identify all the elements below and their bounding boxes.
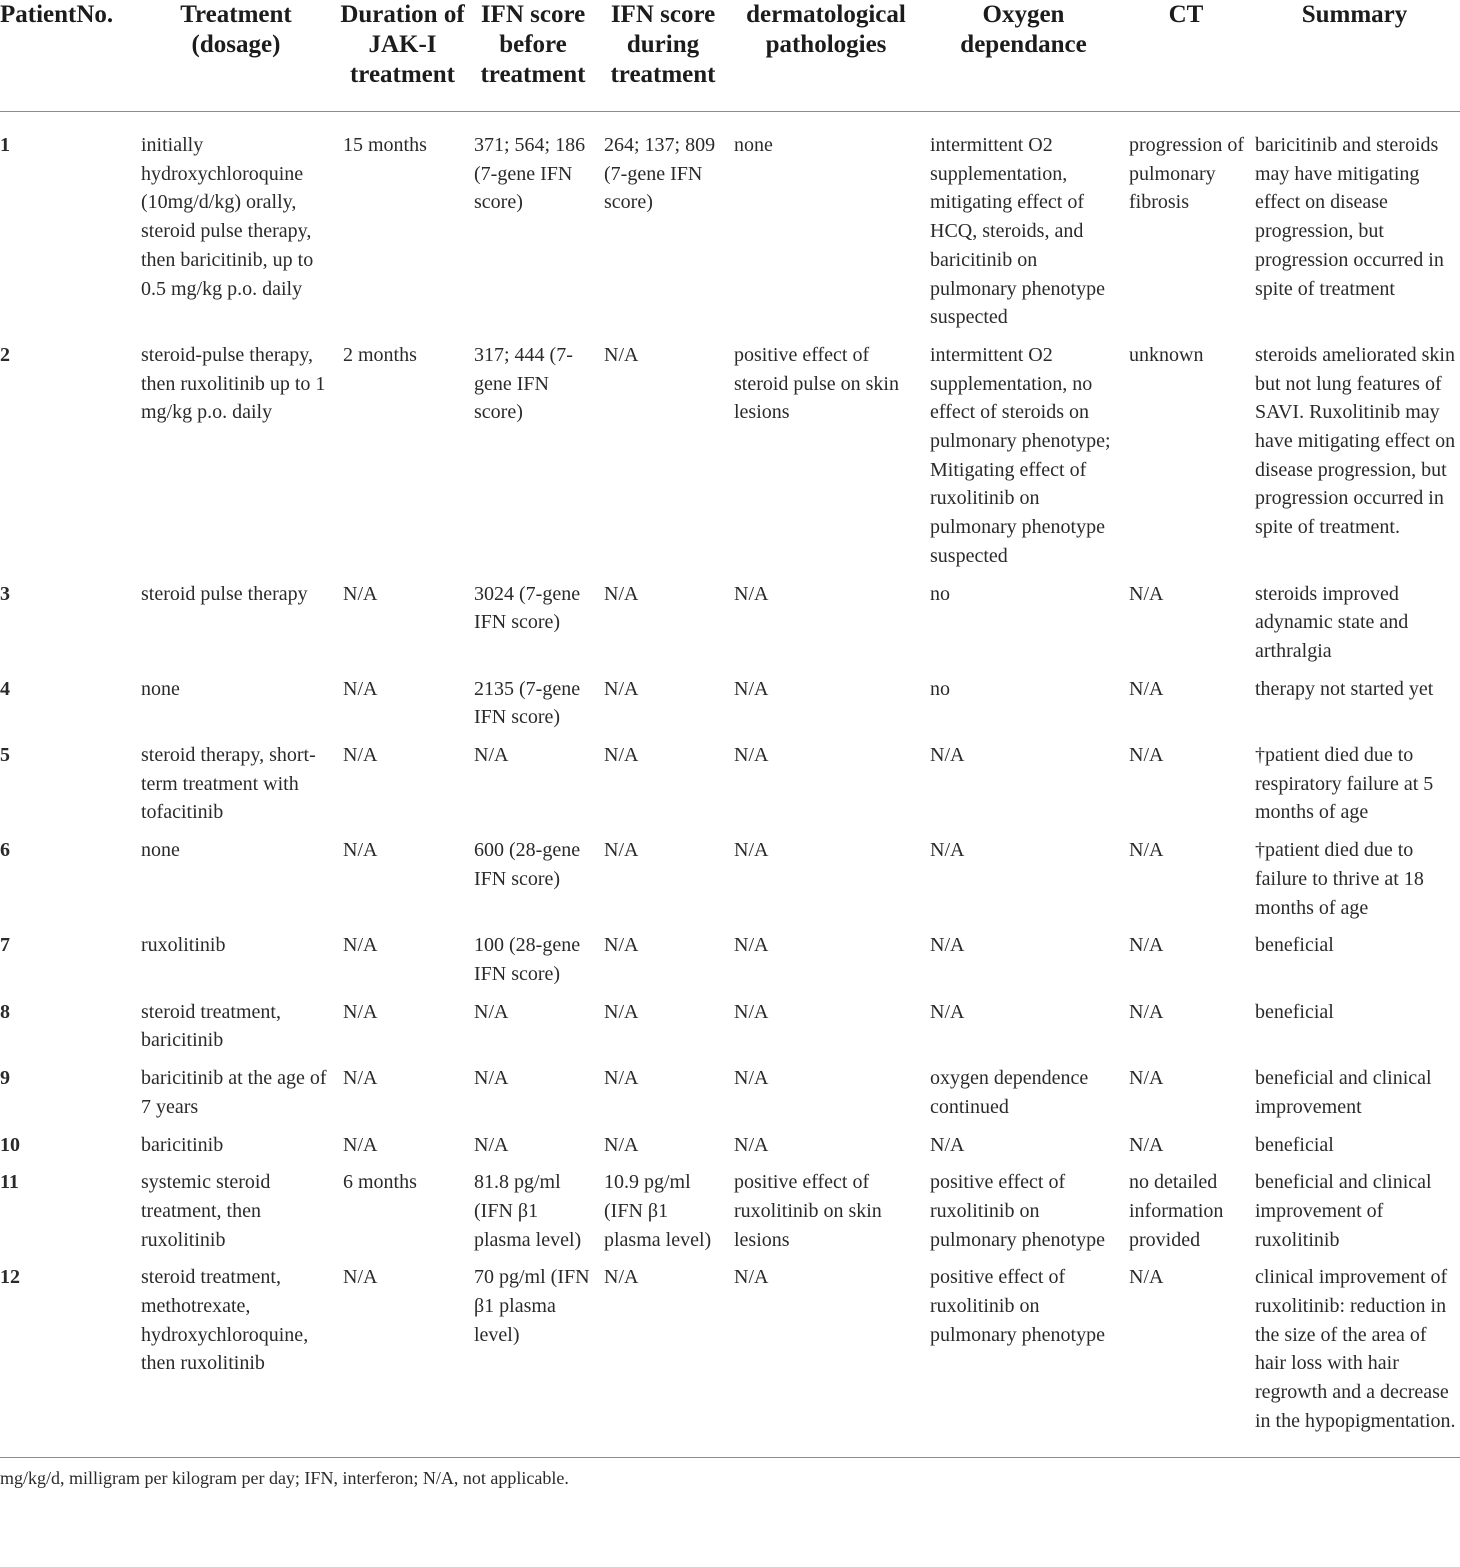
cell-summary: beneficial [1255, 1000, 1334, 1023]
cell-dermatological: none [734, 134, 773, 156]
cell-patient-no: 7 [0, 934, 10, 957]
cell-dermatological: positive effect of steroid pulse on skin lesions [734, 343, 899, 424]
cell-patient-no: 8 [0, 1000, 10, 1023]
cell-treatment: steroid pulse therapy [141, 582, 308, 605]
header-patient-no: PatientNo. [0, 0, 135, 112]
table-row [0, 1064, 1460, 1130]
header-dermatological: dermatological pathologies [728, 0, 924, 112]
header-row [0, 0, 1460, 112]
cell-duration: N/A [343, 934, 378, 957]
cell-ifn-during: N/A [604, 677, 639, 700]
cell-dermatological: N/A [734, 744, 769, 767]
cell-ifn-before: N/A [474, 1133, 509, 1156]
cell-dermatological: positive effect of ruxolitinib on skin lesions [734, 1171, 882, 1251]
cell-patient-no: 2 [0, 343, 10, 366]
cell-treatment: systemic steroid treatment, then ruxolitinib [141, 1171, 271, 1251]
cell-ct: N/A [1129, 744, 1164, 767]
cell-ct: N/A [1129, 1000, 1164, 1023]
cell-summary: steroids improved adynamic state and arthralgia [1255, 582, 1409, 662]
cell-summary: steroids ameliorated skin but not lung features of SAVI. Ruxolitinib may have mitigating effect on disease progression, but progression occurred in spite of treatment. [1255, 343, 1456, 539]
cell-dermatological: N/A [734, 677, 769, 700]
header-duration: Duration of JAK-I treatment [337, 0, 468, 112]
cell-oxygen: no [930, 677, 950, 700]
cell-patient-no: 11 [0, 1171, 19, 1194]
cell-oxygen: N/A [930, 839, 965, 862]
cell-duration: N/A [343, 1000, 378, 1023]
cell-treatment: steroid-pulse therapy, then ruxolitinib up to 1 mg/kg p.o. daily [141, 343, 326, 424]
cell-patient-no: 4 [0, 677, 10, 700]
cell-summary: †patient died due to failure to thrive at 18 months of age [1255, 839, 1424, 919]
header-ifn-during: IFN score during treatment [598, 0, 728, 112]
cell-duration: 15 months [343, 134, 427, 156]
cell-oxygen: positive effect of ruxolitinib on pulmonary phenotype [930, 1171, 1105, 1251]
cell-ifn-during: N/A [604, 1000, 639, 1023]
cell-summary: clinical improvement of ruxolitinib: reduction in the size of the area of hair loss with hair regrowth and a decrease in the hypopigmentation. [1249, 1263, 1460, 1457]
cell-ifn-during: N/A [604, 343, 639, 366]
cell-duration: N/A [343, 744, 378, 767]
table-row [0, 675, 1460, 741]
cell-ct: no detailed information provided [1129, 1171, 1224, 1251]
cell-ifn-during: N/A [604, 839, 639, 862]
cell-oxygen: no [930, 582, 950, 605]
cell-treatment: baricitinib at the age of 7 years [141, 1067, 327, 1118]
cell-duration: N/A [343, 1133, 378, 1156]
cell-dermatological: N/A [734, 1067, 769, 1090]
cell-ifn-during: N/A [598, 1263, 728, 1457]
cell-ifn-during: N/A [604, 1133, 639, 1156]
table-row [0, 836, 1460, 931]
cell-oxygen: N/A [930, 744, 965, 767]
cell-treatment: initially hydroxychloroquine (10mg/d/kg) orally, steroid pulse therapy, then baricitinib, up to 0.5 mg/kg p.o. daily [141, 134, 314, 300]
cell-treatment: steroid therapy, short-term treatment with tofacitinib [141, 744, 316, 824]
cell-treatment: steroid treatment, baricitinib [141, 1000, 281, 1052]
cell-ifn-during: N/A [604, 1067, 639, 1090]
cell-ifn-during: 264; 137; 809 (7-gene IFN score) [604, 134, 716, 214]
cell-oxygen: N/A [930, 1133, 965, 1156]
cell-summary: beneficial and clinical improvement of ruxolitinib [1255, 1171, 1432, 1251]
table-row [0, 112, 1460, 341]
cell-duration: N/A [337, 1263, 468, 1457]
cell-dermatological: N/A [734, 1133, 769, 1156]
cell-oxygen: N/A [930, 1000, 965, 1023]
cell-oxygen: intermittent O2 supplementation, no effect of steroids on pulmonary phenotype; Mitigating effect of ruxolitinib on pulmonary phenotype suspected [930, 343, 1111, 567]
cell-ifn-during: 10.9 pg/ml (IFN β1 plasma level) [604, 1171, 712, 1251]
header-ct: CT [1123, 0, 1249, 112]
cell-patient-no: 12 [0, 1263, 135, 1457]
cell-treatment: none [141, 839, 180, 862]
cell-ifn-before: N/A [474, 744, 509, 767]
cell-dermatological: N/A [734, 934, 769, 957]
table-row [0, 580, 1460, 675]
cell-ifn-during: N/A [604, 934, 639, 957]
header-ifn-before: IFN score before treatment [468, 0, 598, 112]
cell-treatment: none [141, 677, 180, 700]
cell-ct: unknown [1129, 343, 1204, 366]
cell-duration: 2 months [343, 343, 417, 366]
cell-ifn-before: 70 pg/ml (IFN β1 plasma level) [468, 1263, 598, 1457]
cell-summary: therapy not started yet [1255, 677, 1434, 700]
cell-ct: N/A [1129, 934, 1164, 957]
table-row [0, 998, 1460, 1064]
cell-ifn-before: 317; 444 (7-gene IFN score) [474, 343, 573, 424]
cell-ct: N/A [1129, 677, 1164, 700]
table-row [0, 931, 1460, 997]
cell-patient-no: 1 [0, 134, 10, 156]
cell-treatment: baricitinib [141, 1133, 224, 1156]
cell-ct: progression of pulmonary fibrosis [1129, 134, 1244, 214]
cell-patient-no: 5 [0, 744, 10, 767]
table-row [0, 1263, 1460, 1457]
table-row [0, 341, 1460, 580]
table-header [0, 0, 1460, 112]
cell-ct: N/A [1129, 839, 1164, 862]
cell-patient-no: 9 [0, 1067, 10, 1090]
cell-ifn-before: 2135 (7-gene IFN score) [474, 677, 581, 729]
cell-oxygen: N/A [930, 934, 965, 957]
cell-duration: N/A [343, 1067, 378, 1090]
header-summary: Summary [1249, 0, 1460, 112]
cell-ifn-before: 100 (28-gene IFN score) [474, 934, 581, 985]
table-row [0, 1131, 1460, 1169]
cell-treatment: steroid treatment, methotrexate, hydroxychloroquine, then ruxolitinib [135, 1263, 337, 1457]
cell-duration: 6 months [343, 1171, 417, 1194]
cell-ct: N/A [1129, 1133, 1164, 1156]
header-oxygen: Oxygen dependance [924, 0, 1123, 112]
cell-ct: N/A [1129, 582, 1164, 605]
table-row [0, 741, 1460, 836]
cell-ifn-before: 3024 (7-gene IFN score) [474, 582, 581, 634]
cell-dermatological: N/A [734, 1000, 769, 1023]
cell-ifn-before: N/A [474, 1067, 509, 1090]
table-footnote: mg/kg/d, milligram per kilogram per day; IFN, interferon; N/A, not applicable. [0, 1467, 569, 1488]
cell-duration: N/A [343, 839, 378, 862]
cell-patient-no: 3 [0, 582, 10, 605]
cell-duration: N/A [343, 582, 378, 605]
cell-oxygen: positive effect of ruxolitinib on pulmonary phenotype [924, 1263, 1123, 1457]
cell-summary: beneficial [1255, 934, 1334, 957]
table-row [0, 1168, 1460, 1263]
header-treatment: Treatment (dosage) [135, 0, 337, 112]
cell-patient-no: 10 [0, 1133, 20, 1156]
cell-patient-no: 6 [0, 839, 10, 862]
cell-oxygen: intermittent O2 supplementation, mitigating effect of HCQ, steroids, and baricitinib on pulmonary phenotype suspected [930, 134, 1105, 329]
cell-ifn-before: 371; 564; 186 (7-gene IFN score) [474, 134, 586, 214]
cell-ct: N/A [1129, 1067, 1164, 1090]
cell-dermatological: N/A [728, 1263, 924, 1457]
cell-ct: N/A [1123, 1263, 1249, 1457]
cell-summary: baricitinib and steroids may have mitigating effect on disease progression, but progression occurred in spite of treatment [1255, 134, 1444, 300]
cell-oxygen: oxygen dependence continued [930, 1067, 1089, 1118]
cell-dermatological: N/A [734, 582, 769, 605]
cell-ifn-before: N/A [474, 1000, 509, 1023]
cell-summary: †patient died due to respiratory failure at 5 months of age [1255, 744, 1434, 824]
cell-dermatological: N/A [734, 839, 769, 862]
cell-summary: beneficial [1255, 1133, 1334, 1156]
cell-ifn-before: 81.8 pg/ml (IFN β1 plasma level) [474, 1171, 582, 1251]
table-body [0, 112, 1460, 1458]
cell-duration: N/A [343, 677, 378, 700]
cell-ifn-during: N/A [604, 744, 639, 767]
cell-summary: beneficial and clinical improvement [1255, 1067, 1432, 1118]
cell-ifn-during: N/A [604, 582, 639, 605]
cell-ifn-before: 600 (28-gene IFN score) [474, 839, 581, 890]
cell-treatment: ruxolitinib [141, 934, 226, 957]
